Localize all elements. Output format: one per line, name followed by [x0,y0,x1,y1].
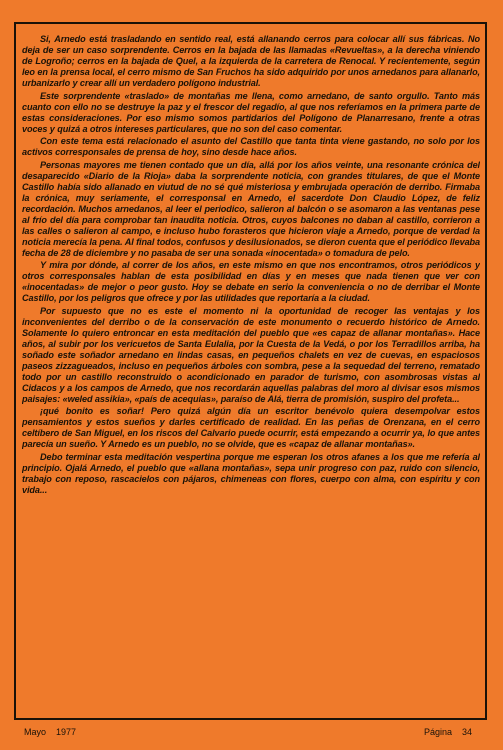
article-paragraph: Si, Arnedo está trasladando en sentido real, está allanando cerros para colocar allí sus fábricas. No deja de ser un caso sorprendente. Cerros en la bajada de las llamadas «Revueltas», a la derecha viniendo de Logroño; cerros en la bajada de Quel, a la izquierda de la carretera de Renocal. Y recientemente, según leo en la prensa local, el cerro mismo de San Fruchos ha sido adquirido por unos arnedanos para allanarlo, urbanizarlo y crear allí un verdadero polígono industrial. [22,34,480,88]
article-paragraph: Debo terminar esta meditación vespertina porque me esperan los otros afanes a los que me refería al principio. Ojalá Arnedo, el pueblo que «allana montañas», sepa unir progreso con paz, ruido con silencio, trabajo con reposo, rascacielos con pájaros, chimeneas con flores, cuerpo con alma, con espíritu y con vida... [22,451,480,495]
footer-page [424,727,482,737]
article-paragraph: Personas mayores me tienen contado que un día, allá por los años veinte, una resonante crónica del desaparecido «Diario de la Rioja» daba la sorprendente noticia, con grandes titulares, de que el Monte Castillo había sido allanado en viutud de no sé qué misteriosa y embrujada operación de derribo. Firmaba la crónica, muy seriamente, el corresponsal en Arnedo, el sacerdote Don Claudio López, de feliz recordación. Muchos arnedanos, al leer el periodico, salieron al balcón o se asomaron a las ventanas pese al frío del día para comprobar tan inaudita noticia. Otros, cuyos balcones no daban al castillo, corrieron a las calles o salieron al campo, e incluso hubo forasteros que hicieron viaje a Arnedo, porque de verdad la noticia merecía la pena. Al final todos, confusos y desilusionados, se dieron cuenta que el periódico llevaba fecha de 28 de diciembre y no pasaba de ser una sonada «inocentada» o tomadura de pelo. [22,159,480,258]
footer-page-label: Página [424,727,453,737]
footer-page-number: 34 [462,727,473,737]
footer-date [24,727,86,737]
article-paragraph: Por supuesto que no es este el momento ni la oportunidad de recoger las ventajas y los inconvenientes del derribo o de la conservación de este monumento o recuerdo histórico de Arnedo. Solamente lo quiero entroncar en esta meditación del pueblo que «es capaz de allanar montañas». Hace años, al subir por los vericuetos de Santa Eulalia, por la Cuesta de la Vedá, o por los Terradillos arriba, ha soñado este soñador arnedano en lindas casas, en pequeños chalets en vez de cuevas, en espaciosos paseos zizzagueados, incluso en pequeños árboles con sombra, pese a la sequedad del terreno, rematado todo por un castillo reconstruido o acondicionado en parador de turismo, con asombrosas vistas al Cidacos y a los campos de Arnedo, que nos recordarán aquellas palabras del moro al divisar esos mismos paisajes: «weled assikia», «país de acequias», paraíso de Alá, tierra de promisión, suspiro del profeta... [22,305,480,404]
article-paragraph: Con este tema está relacionado el asunto del Castillo que tanta tinta viene gastando, no solo por los activos corresponsales de prensa de hoy, sino desde hace años. [22,136,480,157]
article-paragraph: Este sorprendente «traslado» de montañas me llena, como arnedano, de santo orgullo. Tanto más cuanto con ello no se destruye la paz y el frescor del regadío, al que nos referíamos en la primera parte de estas consideraciones. Por eso mismo somos partidarios del Polígono de Planarresano, frente a otras voces y quizá a otros intereses particulares, que no son del caso comentar. [22,90,480,134]
footer-month: Mayo [24,727,47,737]
footer-year: 1977 [56,727,77,737]
article-paragraph: ¡qué bonito es soñar! Pero quizá algún día un escritor benévolo quiera desempolvar estos pensamientos y estos sueños y darles certificado de realidad. En las peñas de Orenzana, en el cerro celtíbero de San Miguel, en los riscos del Calvario puede ocurrir, está empezando a ocurrir ya, lo que antes parecía un sueño. Y Arnedo es un pueblo, no se olvide, que es «capaz de allanar montañas». [22,406,480,449]
article-paragraph: Y mira por dónde, al correr de los años, en este mismo en que nos encontramos, otros periódicos y otros corresponsales hablan de esta posibilidad en días y en meses que nada tienen que ver con «inocentadas» de mejor o peor gusto. Hoy se debate en serio la conveniencia o no de derribar el Monte Castillo, por los peligros que ofrece y por las utilidades que reportaría a la ciudad. [22,260,480,303]
article-body [22,34,480,714]
